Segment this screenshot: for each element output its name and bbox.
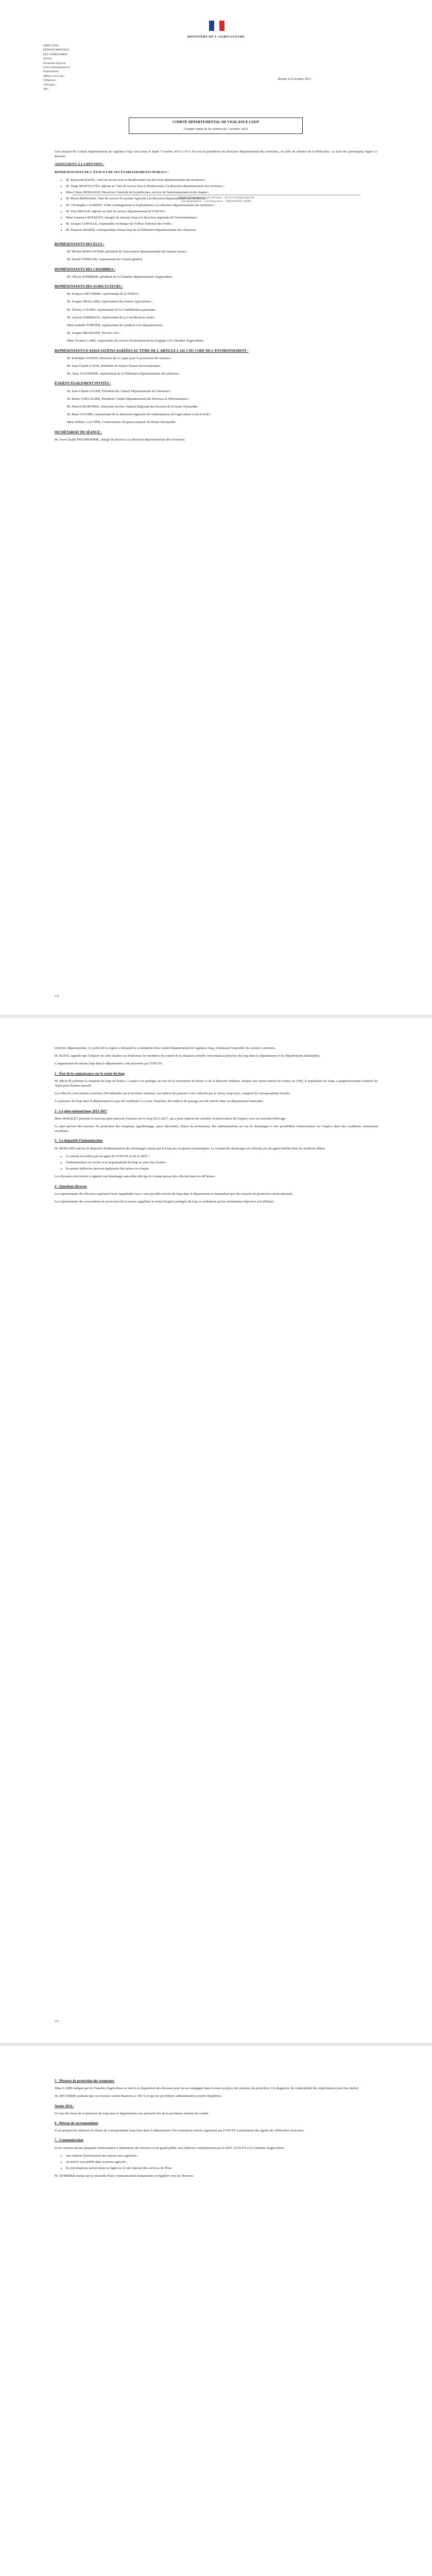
page-2 <box>0 1025 432 2035</box>
secretary-text: M. Jean-Claude PRUDHOMME, chargé de mission à la direction départementale des territoires. <box>55 437 186 442</box>
list-item: Mme Isabelle PORTIER, représentant du syndicat ovin départemental ; <box>67 324 164 328</box>
paragraph: L'organisation du réseau loup dans le département a été présentée par l'ONCFS. <box>55 1062 163 1066</box>
sidebar-line: Economie Agricole <box>43 61 66 65</box>
paragraph: Les éleveurs sont invités à signaler tout dommage sans délai afin que le constat puisse être effectué dans les 48 heures. <box>55 1175 216 1179</box>
list-item: Mme Yvonne LAMÉ, responsable du service Environnement-Ecologique à la Chambre d'agriculture. <box>67 339 204 343</box>
sidebar-line: Mél : <box>43 88 49 91</box>
paragraph: Les représentants des associations de protection de la nature rappellent le statut d'espèce protégée du loup et souhaitent qu'une information objective soit diffusée. <box>55 1200 274 1204</box>
list-item: M. Olivier SOMMIER, président de la Chambre départementale d'agriculture. <box>67 275 174 279</box>
bullet-list <box>55 1154 378 1172</box>
list-item: M. Jacques MOLLARD, représentant des Jeunes Agriculteurs ; <box>67 300 153 304</box>
list-item: M. Michel BERNANTIER, président de l'association départementale des maires ruraux ; <box>67 250 188 254</box>
section-heading: ASSISTAIENT À LA RÉUNION : <box>55 162 105 166</box>
list-item: • le constat est réalisé par un agent de l'ONCFS ou de la DDT ; <box>66 1154 378 1159</box>
sidebar-line: DÉPARTEMENTALE <box>43 48 70 52</box>
paragraph: M. SOMMIER insiste sur la nécessité d'une communication transparente et régulière vers les éleveurs. <box>55 2174 194 2178</box>
intro-paragraph: Une réunion du Comité départemental de vigilance loup s'est tenue le lundi 7 octobre 2013 à 14 h 30 sous la présidence du directeur départemental des territoires, en salle de réunion de la Préfecture. La liste des participants figure ci-dessous. <box>55 150 378 159</box>
page-1 <box>0 0 432 1010</box>
farmers-list <box>55 292 378 343</box>
farmers-heading: REPRÉSENTANTS DES AGRICULTEURS : <box>55 285 123 289</box>
page2-body <box>55 1046 378 1207</box>
page1-footer <box>72 195 360 204</box>
list-item: • une réunion d'information des maires sera organisée ; <box>66 2154 378 2158</box>
section-heading: 3 - Le dispositif d'indemnisation <box>55 1139 103 1143</box>
sidebar-line: DES TERRITOIRES <box>43 53 68 56</box>
paragraph: M. BERNARD précise le dispositif d'indemnisation des dommages causés par le loup aux troupeaux domestiques. Le constat des dommages est effectué par un agent habilité dans les meilleurs délais. <box>55 1146 326 1150</box>
elected-heading: REPRÉSENTANTS DES ÉLUS : <box>55 243 105 246</box>
list-item: • M. Serge MONTAUTIN, adjoint au Chef du service Eau et Biodiversité à la direction départementale des territoires ; <box>66 184 378 189</box>
list-item: M. René VAUDRE, représentant de la Direction régionale de l'alimentation, de l'agriculture et de la forêt ; <box>67 413 211 417</box>
sidebar-line: Affaire suivie par : <box>43 74 65 78</box>
list-item: • M. François MARSE, correspondant réseau loup de la Fédération départementale des chasseurs. <box>66 228 378 232</box>
paragraph: M. BRALIE présente la situation du loup en France. L'espèce est protégée au titre de la convention de Berne et de la directive Habitats. Depuis son retour naturel en France en 1992, la population de loups a progressivement colonisé les Alpes puis d'autres massifs. <box>55 1079 378 1088</box>
paragraph: territoire départemental. Le préfet de la région a demandé la constitution d'un comité départemental de vigilance loup, réunissant l'ensemble des acteurs concernés. <box>55 1046 276 1050</box>
paragraph: Les représentants des éleveurs expriment leurs inquiétudes face à une possible arrivée du loup dans le département et demandent que des moyens de protection soient anticipés. <box>55 1192 293 1196</box>
paragraph: M. BAIOL rappelle que l'objectif de cette réunion est d'informer les membres du comité de la situation actuelle concernant la présence du loup dans le département et les départements limitrophes. <box>55 1054 321 1058</box>
section-heading: 2 - Le plan national loup 2013-2017 <box>55 1109 108 1113</box>
section-heading: Année 2014 : <box>55 2104 74 2108</box>
sidebar-line: DIRECTION <box>43 44 59 47</box>
section-heading: 5 - Mesures de protection des troupeaux <box>55 2079 114 2083</box>
paragraph: M. DECORME souhaite que ces mesures soient financées à 100 % et que les procédures administratives soient simplifiées. <box>55 2094 222 2098</box>
page-separator <box>0 2043 432 2046</box>
paragraph: La présence du loup dans le département n'a pas été confirmée à ce jour. Toutefois, des indices de passage ont été relevés dans un département limitrophe. <box>55 1099 264 1104</box>
list-item: • Mme Claire DEMANGE, Directrice Générale de la préfecture, service de l'environnement et des risques ; <box>66 190 378 195</box>
list-item: M. Jean-Claude LEGER, Président du Conseil Départemental de Chasseurs ; <box>67 389 171 393</box>
list-item: Mme Hélène GAUTIER, Conservatoire d'espaces naturels de Haute-Normandie. <box>67 420 177 425</box>
chambers-list <box>55 275 378 279</box>
page-3 <box>0 2053 432 2576</box>
document-title <box>129 117 303 134</box>
page-number: 2/5 <box>55 2020 59 2023</box>
list-item: • les pertes indirectes peuvent également être prises en compte. <box>66 1166 378 1171</box>
list-item: M. Jean-Claude LOUIS, Président de France Nature Environnement ; <box>67 364 162 368</box>
page3-body <box>55 2074 378 2182</box>
list-item: M. Bruno CHEVALIER, Président Comité Départemental des Eleveurs et Sélectionneurs ; <box>67 397 190 401</box>
invited-heading: ÉTAIENT ÉGALEMENT INVITÉS : <box>55 382 111 386</box>
footer-line2: Cité administrative – 2 rue Saint-Sever – 76032 ROUEN CEDEX <box>181 200 252 203</box>
list-item: • un article sera publié dans la presse agricole ; <box>66 2160 378 2164</box>
list-item: • M. Jacques LOPOLLE, responsable technique de l'Office National des Forêts ; <box>66 222 378 226</box>
paragraph: Mme LAMÉ indique que la Chambre d'agriculture se tient à la disposition des éleveurs pour les accompagner dans la mise en place des mesures de protection. Un diagnostic de vulnérabilité des exploitations peut être réalisé. <box>55 2087 359 2091</box>
associations-heading: REPRÉSENTANTS D'ASSOCIATIONS AGRÉÉES AU TITRE DE L'ARTICLE L 141-1 DU CODE DE L'ENVIRONNEMENT : <box>55 349 249 353</box>
invited-list <box>55 389 378 425</box>
paragraph: Un état des lieux de la présence du loup dans le département sera présenté lors de la prochaine réunion du comité. <box>55 2111 210 2115</box>
chambers-heading: REPRÉSENTANTS DES CHAMBRES : <box>55 267 116 272</box>
title-line1: COMITÉ DÉPARTEMENTAL DE VIGILANCE LOUP <box>172 120 260 124</box>
paragraph: Le plan prévoit des mesures de protection des troupeaux (gardiennage, parcs électrifiés, chiens de protection), des indemnisations en cas de dommages et des possibilités d'intervention sur l'espèce dans des conditions strictement encadrées. <box>55 1125 378 1133</box>
list-item: • M. Yves BRALIE, adjoint au chef du service départemental de l'ONCFS ; <box>66 209 378 214</box>
state-heading: REPRÉSENTANTS DE L'ÉTAT ET DE SES ÉTABLISSEMENTS PUBLICS : <box>55 170 169 174</box>
sidebar-line: Service <box>43 57 52 61</box>
list-item: M. Patrick MARTINEZ, Directeur du Parc Naturel Régional des Boucles de la Seine Normande ; <box>67 405 199 409</box>
title-line2: Compte-rendu de la réunion du 7 octobre 2013 <box>183 127 248 131</box>
paragraph: Mme BOSQUET présente le nouveau plan national d'actions sur le loup 2013-2017, qui a pour objectif de concilier la préservation de l'espèce avec les activités d'élevage. <box>55 1116 286 1121</box>
paragraph: Il est proposé de renforcer le réseau de correspondants loup-lynx dans le département. Des formations seront organisées par l'ONCFS à destination des agents des différentes structures. <box>55 2129 305 2133</box>
section-heading: 4 - Questions diverses <box>55 1184 87 1189</box>
list-item: M. François DECORME, représentant de la FDSEA ; <box>67 292 140 296</box>
sender-block <box>43 44 100 92</box>
page-separator <box>0 1015 432 1018</box>
page1b-body <box>55 237 378 445</box>
sidebar-line: Exploitations <box>43 70 59 74</box>
list-item: • M. Raymond BAIOL, Chef du service Eau et Biodiversité à la direction départementale des territoires ; <box>66 178 378 182</box>
list-item: M. Thierry CAUSSE, représentant de la Confédération paysanne ; <box>67 308 157 312</box>
republic-logo-icon <box>209 21 224 31</box>
list-item: M. Jacques BRANLIER, éleveur ovin ; <box>67 331 120 335</box>
footer-line1: Direction Départementale des Territoires – Service Economie Agricole <box>178 196 254 199</box>
date-line: Rouen, le 8 octobre 2013 <box>278 77 312 81</box>
list-item: M. Laurent EMMERAU, représentant de la Coordination rurale ; <box>67 315 155 319</box>
section-heading: 7 - Communication <box>55 2139 83 2143</box>
section-heading: 1 - État de la connaissance sur le statut du loup <box>55 1072 125 1076</box>
section-heading: 6 - Réseau de correspondants <box>55 2122 98 2126</box>
secretary-heading: SECRÉTARIAT DE SÉANCE : <box>55 430 102 434</box>
list-item: M. Daniel FERRAND, représentant du Conseil général. <box>67 258 143 262</box>
list-item: • M. Christophe LAURENT, Unité Aménagement et Exploitations à la direction départementale des territoires ; <box>66 203 378 208</box>
sidebar-line: Télécopie : <box>43 83 57 87</box>
list-item: • l'indemnisation est versée si la responsabilité du loup ne peut être écartée ; <box>66 1160 378 1165</box>
page-number: 1/5 <box>55 994 59 998</box>
page1-body <box>55 149 378 236</box>
list-item: • M. Pierre BERNARD, Chef du service Economie Agricole à la direction départementale des territoires ; <box>66 196 378 201</box>
paragraph: Les effectifs sont estimés à environ 250 individus sur le territoire national. Les indices de présence sont collectés par le réseau loup-lynx, composé de correspondants formés. <box>55 1092 290 1096</box>
ministry-title: MINISTÈRE DE L'AGRICULTURE <box>187 35 245 39</box>
bullet-list <box>55 2154 378 2171</box>
associations-list <box>55 356 378 377</box>
paragraph: Il est convenu qu'une plaquette d'information à destination des éleveurs et du grand public sera élaborée conjointement par la DDT, l'ONCFS et la Chambre d'agriculture. <box>55 2146 285 2150</box>
list-item: M. Rodolphe GOSSIN, Directeur de la Ligue pour la protection des oiseaux ; <box>67 356 172 360</box>
list-item: M. Alain NANTERRE, représentant de la Fédération départementale des pêcheurs. <box>67 372 180 376</box>
list-item: • les informations seront mises en ligne sur le site internet des services de l'État. <box>66 2166 378 2171</box>
sidebar-line: Téléphone : <box>43 79 57 82</box>
state-list <box>55 178 378 233</box>
sidebar-line: Unité Aménagement et <box>43 66 70 70</box>
list-item: • Mme Laurence BOSQUET, chargée de mission loup à la direction régionale de l'environnement ; <box>66 215 378 220</box>
elected-list <box>55 249 378 262</box>
